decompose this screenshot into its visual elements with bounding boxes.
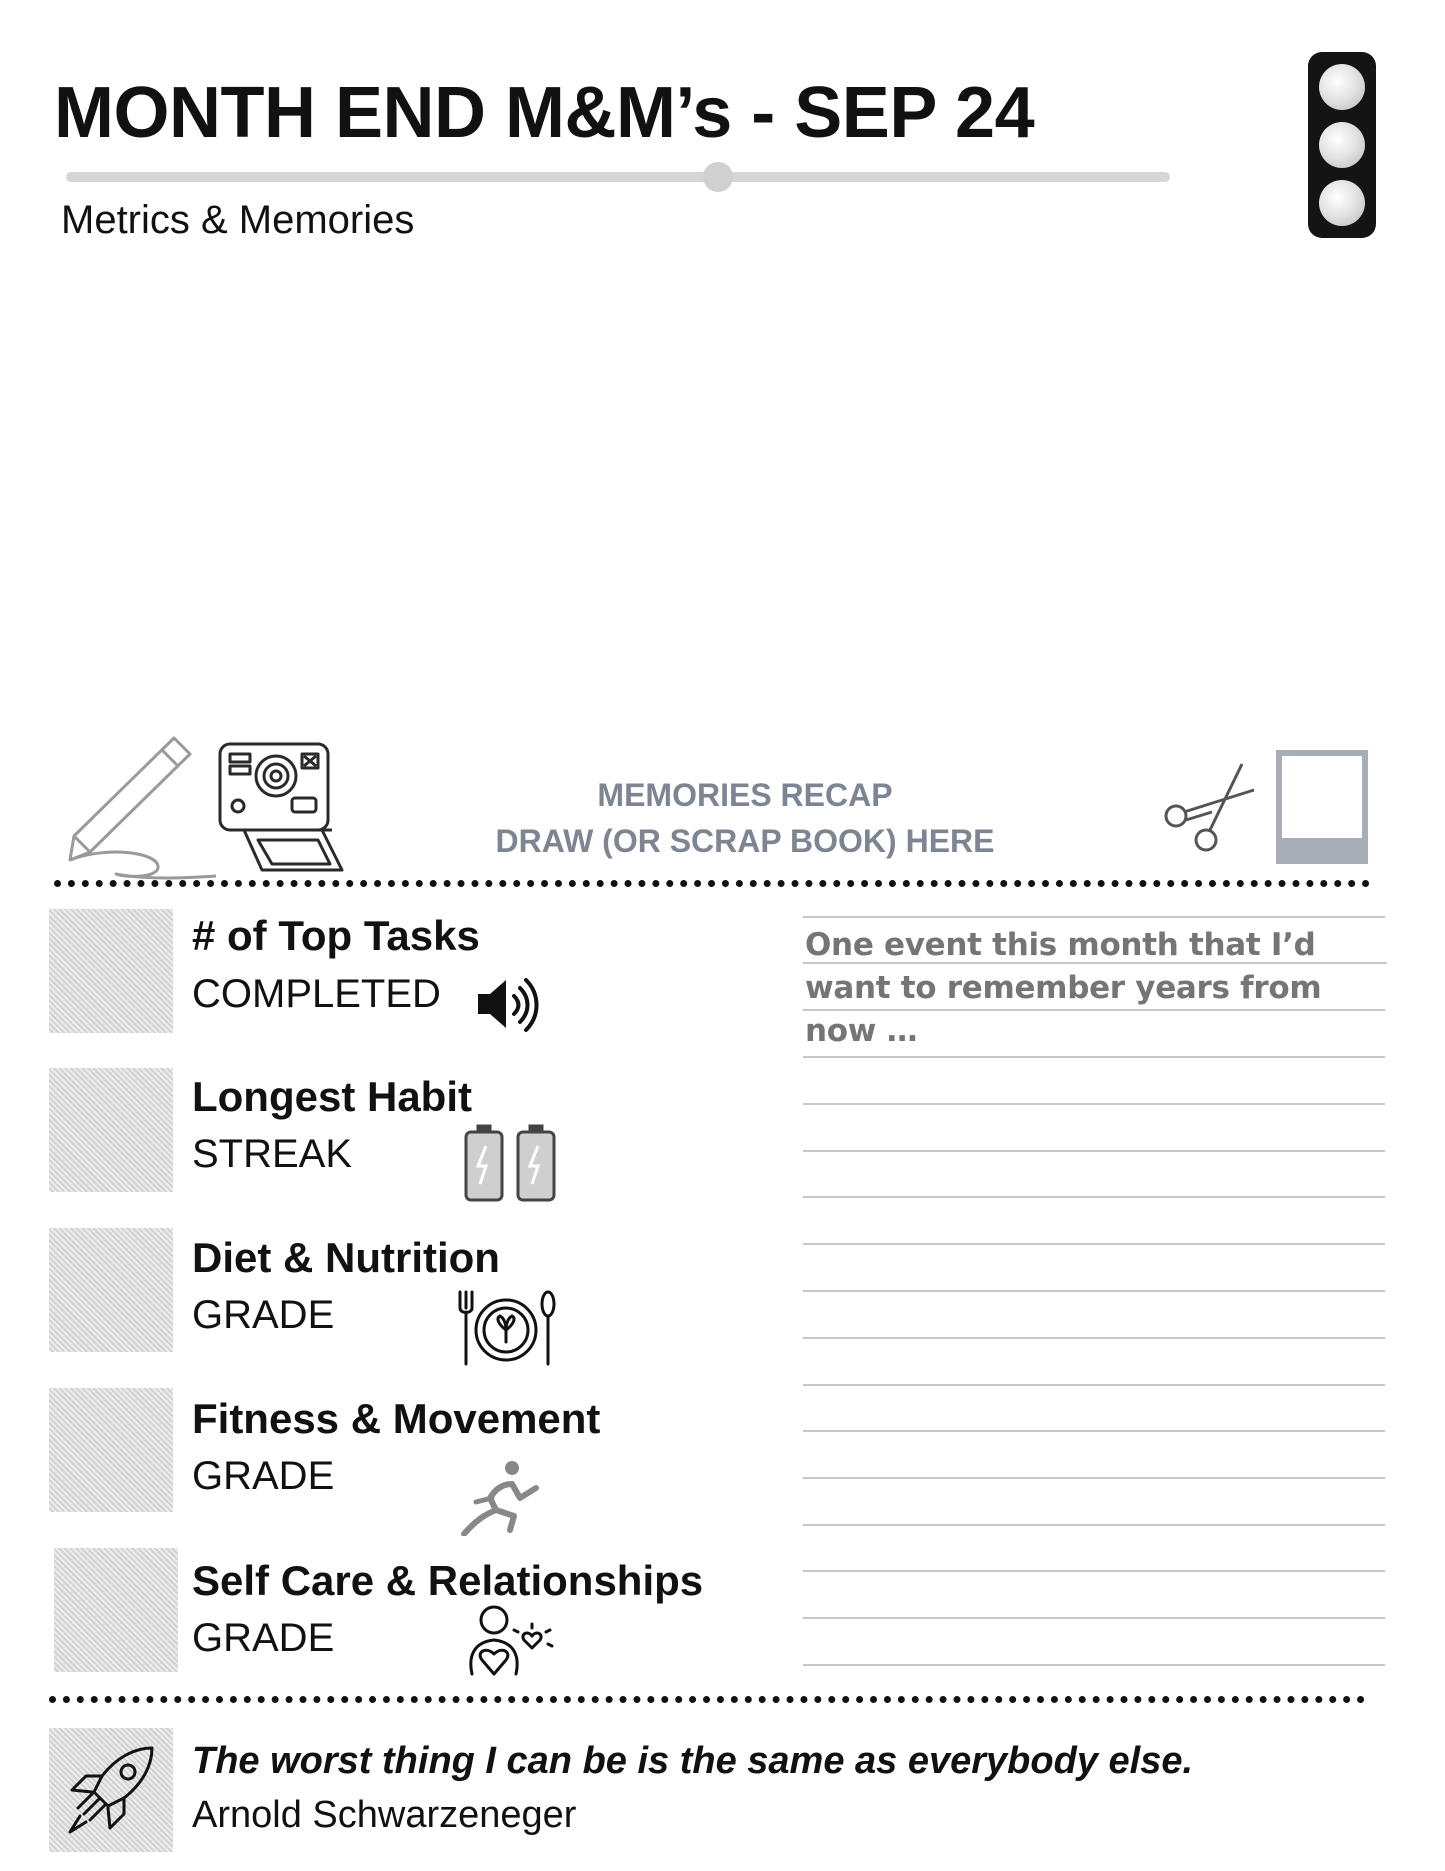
journal-line[interactable]	[803, 1664, 1385, 1666]
metric-label-diet: GRADE	[192, 1293, 335, 1337]
section-divider-top	[54, 880, 1370, 887]
title-divider-knob	[703, 162, 733, 192]
journal-line[interactable]	[803, 1477, 1385, 1479]
metric-title-selfcare: Self Care & Relationships	[192, 1557, 704, 1604]
plate-cutlery-icon	[456, 1290, 556, 1366]
battery-icon	[464, 1124, 558, 1202]
memories-recap-title: MEMORIES RECAP	[597, 777, 893, 813]
quote-author: Arnold Schwarzeneger	[192, 1794, 577, 1836]
metric-title-tasks: # of Top Tasks	[192, 912, 480, 959]
title-divider-track	[66, 172, 1170, 182]
quote-text: The worst thing I can be is the same as everybody else.	[192, 1740, 1194, 1782]
traffic-light-top	[1319, 64, 1365, 110]
pencil-icon	[66, 728, 226, 888]
scissors-icon	[1160, 760, 1260, 856]
journal-line[interactable]	[803, 1617, 1385, 1619]
memories-recap-instruction: DRAW (OR SCRAP BOOK) HERE	[495, 823, 995, 859]
metric-label-streak: STREAK	[192, 1132, 353, 1176]
traffic-light-middle	[1319, 122, 1365, 168]
metric-box-streak[interactable]	[49, 1068, 173, 1192]
speaker-icon	[474, 970, 544, 1040]
journal-line[interactable]	[803, 1570, 1385, 1572]
photo-frame-icon	[1274, 748, 1370, 866]
metric-title-fitness: Fitness & Movement	[192, 1395, 601, 1442]
metric-box-tasks[interactable]	[49, 909, 173, 1033]
journal-line[interactable]	[803, 1384, 1385, 1386]
journal-line[interactable]	[803, 1430, 1385, 1432]
metric-box-fitness[interactable]	[49, 1388, 173, 1512]
memories-recap-heading	[440, 772, 1050, 864]
journal-line[interactable]	[803, 1290, 1385, 1292]
journal-line[interactable]	[803, 916, 1385, 918]
section-divider-bottom	[49, 1696, 1365, 1703]
journal-line[interactable]	[803, 1150, 1385, 1152]
rocket-icon	[64, 1742, 160, 1838]
metric-box-selfcare[interactable]	[54, 1548, 178, 1672]
journal-line[interactable]	[803, 1524, 1385, 1526]
metric-title-diet: Diet & Nutrition	[192, 1234, 500, 1281]
journal-line[interactable]	[803, 1196, 1385, 1198]
journal-line[interactable]	[803, 1103, 1385, 1105]
metric-label-fitness: GRADE	[192, 1454, 335, 1498]
page-title: MONTH END M&M’s - SEP 24	[54, 73, 1035, 153]
instant-camera-icon	[214, 738, 354, 874]
journal-line[interactable]	[803, 1337, 1385, 1339]
runner-icon	[456, 1458, 542, 1536]
metric-box-diet[interactable]	[49, 1228, 173, 1352]
metric-label-selfcare: GRADE	[192, 1616, 335, 1660]
page-subtitle: Metrics & Memories	[61, 198, 415, 242]
self-love-icon	[464, 1604, 560, 1684]
metric-label-tasks: COMPLETED	[192, 972, 441, 1016]
journal-line[interactable]	[803, 1056, 1385, 1058]
journal-prompt: One event this month that I’d want to remember years from now …	[805, 927, 1322, 1049]
metric-title-streak: Longest Habit	[192, 1073, 472, 1120]
journal-line[interactable]	[803, 1243, 1385, 1245]
traffic-light-icon	[1308, 52, 1376, 238]
traffic-light-bottom	[1319, 180, 1365, 226]
